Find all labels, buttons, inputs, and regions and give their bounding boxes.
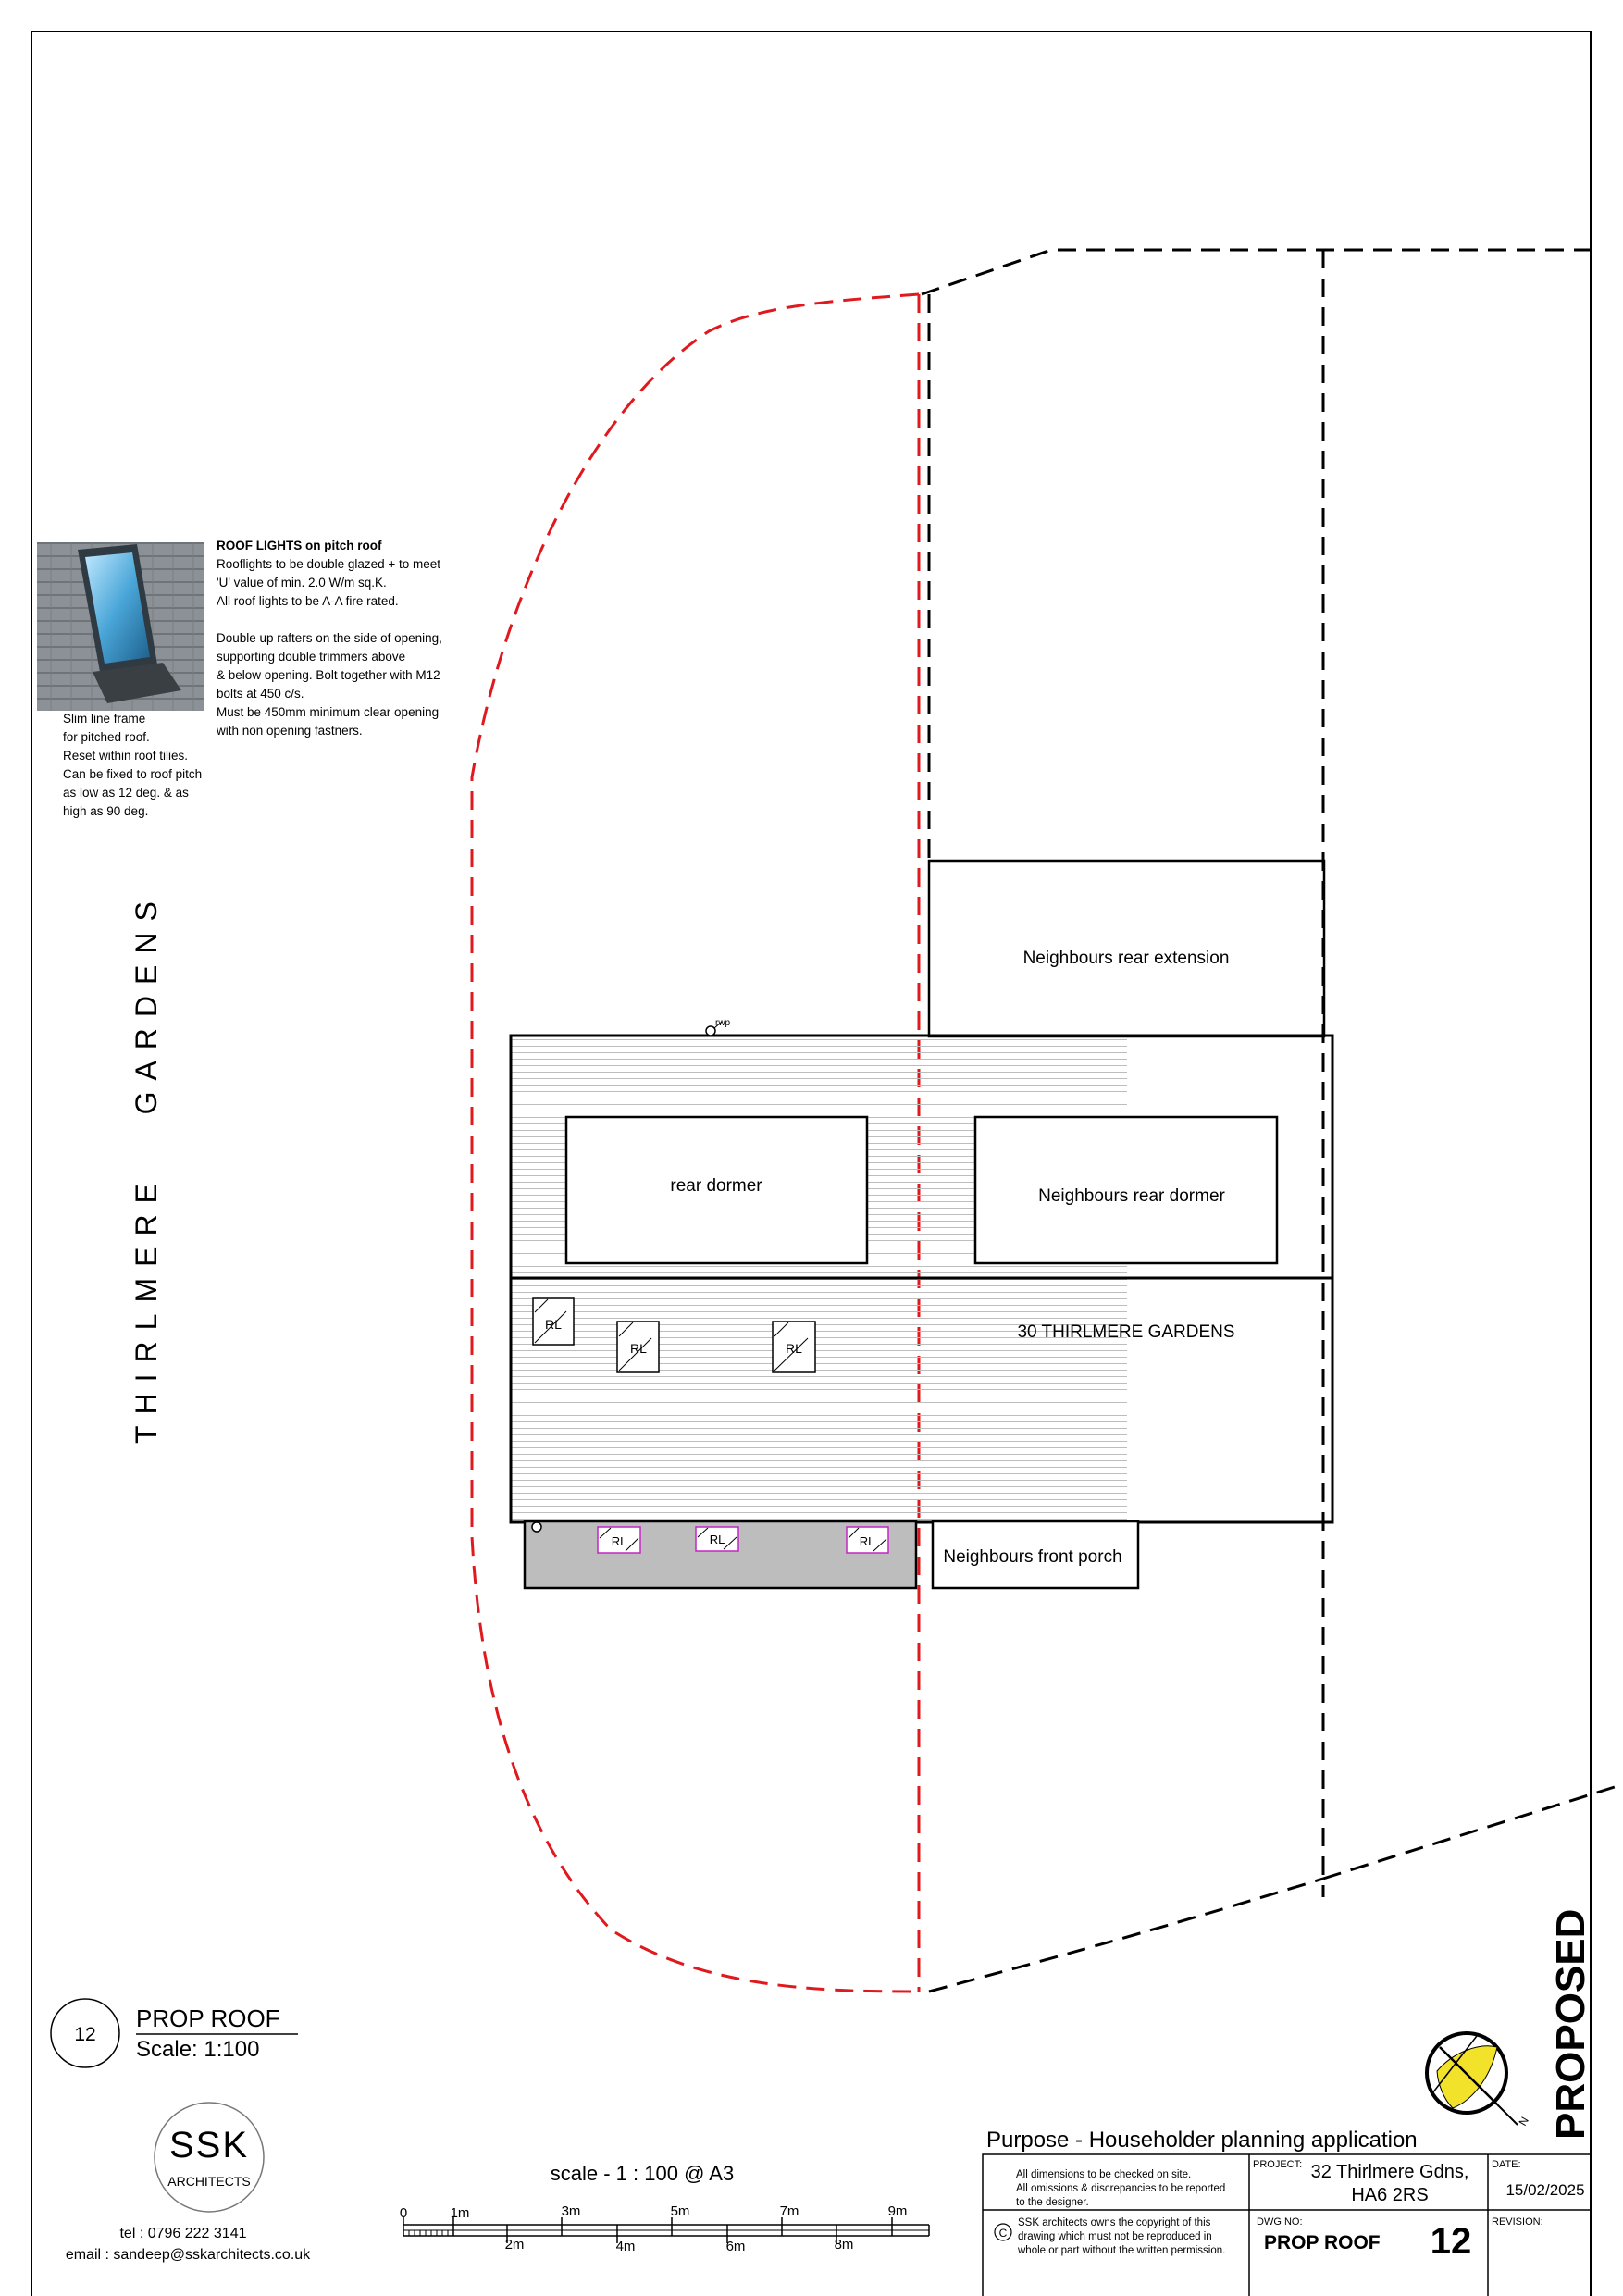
rwp-label: rwp: [715, 1018, 731, 1028]
rooflight-spec-note: [217, 537, 457, 740]
copyright-line-2: drawing which must not be reproduced in: [1018, 2231, 1212, 2242]
project-line-2: HA6 2RS: [1351, 2185, 1429, 2205]
rooflight-spec-line: bolts at 450 c/s.: [217, 687, 304, 701]
rooflight-tag-2: RL: [630, 1341, 647, 1356]
porch-rooflight-tag-2: RL: [709, 1533, 725, 1546]
dwg-number: 12: [1430, 2221, 1472, 2262]
copyright-line-3: whole or part without the written permission.: [1018, 2245, 1226, 2256]
rooflight-frame-note: [63, 710, 229, 821]
rooflight-frame-line: high as 90 deg.: [63, 804, 149, 818]
title-block-note-2: All omissions & discrepancies to be reported: [1016, 2183, 1226, 2194]
scale-label-7m: 7m: [779, 2203, 799, 2219]
rwp-symbol-porch: [532, 1522, 541, 1532]
north-compass-icon: [1427, 2033, 1518, 2125]
proposed-stamp: PROPOSED: [1548, 1908, 1593, 2140]
project-line-1: 32 Thirlmere Gdns,: [1310, 2162, 1469, 2182]
rooflight-frame-line: as low as 12 deg. & as: [63, 786, 189, 800]
title-block-note-3: to the designer.: [1016, 2197, 1089, 2208]
scale-label-5m: 5m: [670, 2203, 690, 2219]
scale-label-9m: 9m: [887, 2203, 908, 2219]
neighbour-address-label: 30 THIRLMERE GARDENS: [1017, 1322, 1235, 1342]
dwg-no-label: DWG NO:: [1257, 2216, 1303, 2228]
rooflight-spec-line: 'U' value of min. 2.0 W/m sq.K.: [217, 576, 387, 590]
contact-email: email : sandeep@sskarchitects.co.uk: [65, 2247, 311, 2263]
scale-label-0: 0: [399, 2205, 408, 2221]
drawing-ref-title: PROP ROOF: [136, 2004, 280, 2032]
porch-rooflight-tag-1: RL: [611, 1534, 627, 1548]
revision-label: REVISION:: [1492, 2216, 1543, 2228]
scale-label-8m: 8m: [834, 2237, 854, 2253]
rooflight-tag-3: RL: [786, 1341, 802, 1356]
title-block-purpose: Purpose - Householder planning application: [986, 2128, 1418, 2153]
date-value: 15/02/2025: [1505, 2181, 1585, 2199]
rooflight-spec-title: ROOF LIGHTS on pitch roof: [217, 539, 382, 552]
scale-label-1m: 1m: [450, 2205, 470, 2221]
rooflight-spec-line: [217, 611, 457, 629]
scale-label-6m: 6m: [725, 2239, 746, 2254]
dwg-title: PROP ROOF: [1264, 2232, 1381, 2253]
rooflight-product-image: [37, 542, 204, 711]
rooflight-spec-line: All roof lights to be A-A fire rated.: [217, 594, 399, 608]
scale-label-3m: 3m: [561, 2203, 581, 2219]
rooflight-spec-line: Double up rafters on the side of opening,: [217, 631, 442, 645]
rooflight-spec-line: with non opening fastners.: [217, 724, 363, 738]
rooflight-frame-line: for pitched roof.: [63, 730, 150, 744]
ssk-logo-name: SSK: [168, 2125, 250, 2166]
ssk-logo-sub: ARCHITECTS: [167, 2174, 251, 2189]
rooflight-frame-line: Reset within roof tilies.: [63, 749, 189, 763]
rooflight-tag-1: RL: [545, 1317, 562, 1332]
date-label: DATE:: [1492, 2159, 1521, 2170]
project-label: PROJECT:: [1253, 2159, 1303, 2170]
drawing-ref-scale: Scale: 1:100: [136, 2037, 260, 2062]
rooflight-frame-line: Can be fixed to roof pitch: [63, 767, 203, 781]
drawing-ref-number: 12: [74, 2024, 96, 2045]
neighbours-rear-dormer-label: Neighbours rear dormer: [1038, 1186, 1225, 1206]
rooflight-frame-line: Slim line frame: [63, 712, 146, 726]
rooflight-spec-line: & below opening. Bolt together with M12: [217, 668, 440, 682]
neighbours-rear-extension-label: Neighbours rear extension: [1022, 949, 1230, 968]
rooflight-spec-line: supporting double trimmers above: [217, 650, 406, 664]
rear-dormer-label: rear dormer: [670, 1176, 762, 1196]
rooflight-spec-line: Rooflights to be double glazed + to meet: [217, 557, 441, 571]
rwp-symbol: [706, 1026, 715, 1036]
title-block-note-1: All dimensions to be checked on site.: [1016, 2169, 1192, 2180]
scale-label-4m: 4m: [615, 2239, 636, 2254]
street-name-label: THIRLMERE GARDENS: [130, 890, 163, 1444]
copyright-line-1: SSK architects owns the copyright of this: [1018, 2217, 1211, 2228]
contact-tel: tel : 0796 222 3141: [119, 2226, 247, 2241]
porch-rooflight-tag-3: RL: [859, 1534, 875, 1548]
north-label: N: [1516, 2114, 1531, 2128]
neighbours-front-porch-label: Neighbours front porch: [943, 1547, 1122, 1567]
rooflight-spec-line: Must be 450mm minimum clear opening: [217, 705, 440, 719]
scale-caption: scale - 1 : 100 @ A3: [550, 2162, 735, 2185]
scale-label-2m: 2m: [504, 2237, 525, 2253]
copyright-symbol: C: [998, 2227, 1008, 2240]
